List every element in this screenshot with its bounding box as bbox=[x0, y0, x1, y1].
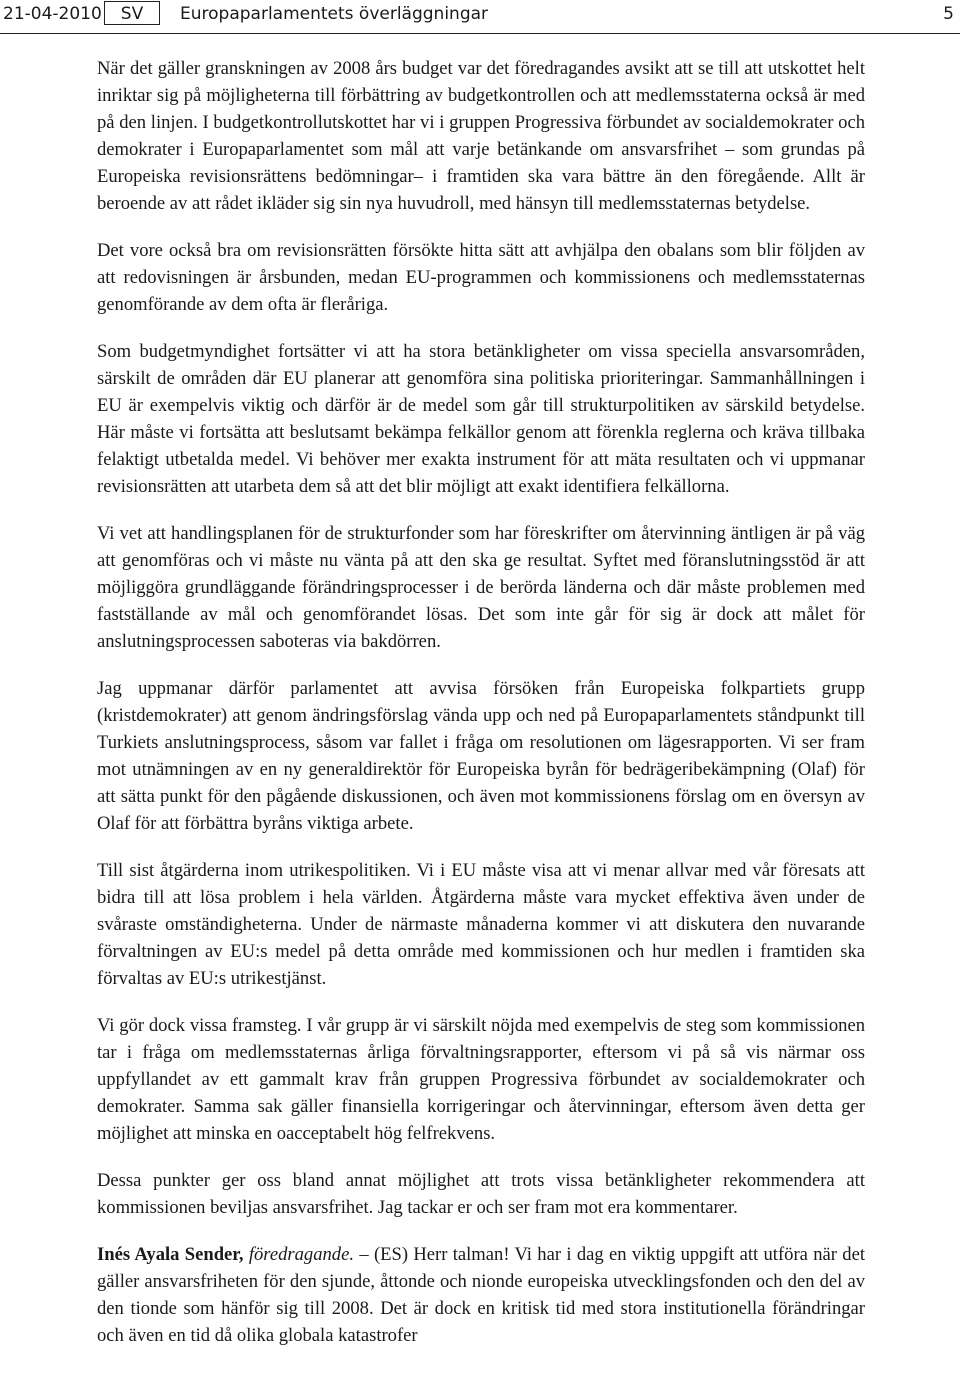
page-header bbox=[0, 0, 960, 30]
speaker-role: föredragande. bbox=[248, 1244, 355, 1265]
page-number: 5 bbox=[943, 4, 954, 24]
paragraph: Jag uppmanar därför parlamentet att avvisa försöken från Europeiska folkpartiets grupp (kristdemokrater) att genom ändringsförslag vända upp och ned på Europaparlamentets ståndpunkt till Turkiets anslutningsprocess, såsom var fallet i fråga om resolutionen om lägesrapporten. Vi ser fram mot utnämningen av en ny generaldirektör för Europeiska byrån för bedrägeribekämpning (Olaf) för att sätta punkt för den pågående diskussionen, och även mot kommissionens förslag om en översyn av Olaf för att förbättra byråns viktiga arbete. bbox=[97, 678, 865, 834]
paragraph: När det gäller granskningen av 2008 års budget var det föredragandes avsikt att se till att utskottet helt inriktar sig på möjligheterna till förbättring av budgetkontrollen och att medlemsstaterna också är med på den linjen. I budgetkontrollutskottet har vi i gruppen Progressiva förbundet av socialdemokrater och demokrater i Europaparlamentet som mål att varje betänkande om ansvarsfrihet – som grundas på Europeiska revisionsrättens bedömningar– i framtiden ska vara bättre än den föregående. Allt är beroende av att rådet ikläder sig sin nya huvudroll, med hänsyn till medlemsstaternas betydelse. bbox=[97, 58, 865, 214]
language-badge: SV bbox=[104, 1, 160, 25]
paragraph: Till sist åtgärderna inom utrikespolitiken. Vi i EU måste visa att vi menar allvar med vår föresats att bidra till att lösa problem i hela världen. Åtgärderna måste vara mycket effektiva även under de svåraste omständigheterna. Under de närmaste månaderna kommer vi att diskutera den nuvarande förvaltningen av EU:s medel på detta område med kommissionen och hur medlen i framtiden ska förvaltas av EU:s utrikestjänst. bbox=[97, 860, 865, 989]
speaker-name: Inés Ayala Sender, bbox=[97, 1244, 244, 1265]
speech-paragraph bbox=[97, 1241, 865, 1349]
paragraph: Vi gör dock vissa framsteg. I vår grupp är vi särskilt nöjda med exempelvis de steg som kommissionen tar i fråga om medlemsstaternas årliga förvaltningsrapporter, eftersom vi på så vis närmar oss uppfyllandet av ett gammalt krav från gruppen Progressiva förbundet av socialdemokrater och demokrater. Samma sak gäller finansiella korrigeringar och återvinningar, eftersom även detta ger möjlighet att minska en oacceptabelt hög felfrekvens. bbox=[97, 1015, 865, 1144]
paragraph: Som budgetmyndighet fortsätter vi att ha stora betänkligheter om vissa speciella ansvarsområden, särskilt de områden där EU planerar att genomföra sina politiska prioriteringar. Sammanhållningen i EU är exempelvis viktig och därför är de medel som går till strukturpolitiken av särskild betydelse. Här måste vi fortsätta att beslutsamt bekämpa felkällor genom att förenkla reglerna och kräva tillbaka felaktigt utbetalda medel. Vi behöver mer exakta instrument för att mäta resultaten och vi uppmanar revisionsrätten att utarbeta dem så att det blir möjligt att exakt identifiera felkällorna. bbox=[97, 341, 865, 497]
paragraph: Dessa punkter ger oss bland annat möjlighet att trots vissa betänkligheter rekommendera att kommissionen beviljas ansvarsfrihet. Jag tackar er och ser fram mot era kommentarer. bbox=[97, 1170, 865, 1218]
header-date: 21-04-2010 bbox=[3, 4, 102, 24]
paragraph: Vi vet att handlingsplanen för de strukturfonder som har föreskrifter om återvinning äntligen är på väg att genomföras och vi måste nu vänta på att den ska ge resultat. Syftet med föranslutningsstöd är att möjliggöra grundläggande förändringsprocesser i de berörda länderna och där måste problemen med fastställande av mål och genomförandet lösas. Det som inte går för sig är dock att målet för anslutningsprocessen saboteras via bakdörren. bbox=[97, 523, 865, 652]
speech-text: – (ES) Herr talman! Vi har i dag en viktig uppgift att utföra när det gäller ansvarsfriheten för den sjunde, åttonde och nionde europeiska utvecklingsfonden och den del av den tionde som hänför sig till 2008. Det är dock en kritisk tid med stora institutionella förändringar och även en tid då olika globala katastrofer bbox=[97, 1244, 865, 1346]
header-title: Europaparlamentets överläggningar bbox=[180, 4, 489, 24]
document-body bbox=[97, 55, 865, 1369]
header-divider bbox=[0, 33, 960, 34]
paragraph: Det vore också bra om revisionsrätten försökte hitta sätt att avhjälpa den obalans som blir följden av att redovisningen är årsbunden, medan EU-programmen och kommissionens och medlemsstaternas genomförande av dem ofta är fleråriga. bbox=[97, 240, 865, 315]
